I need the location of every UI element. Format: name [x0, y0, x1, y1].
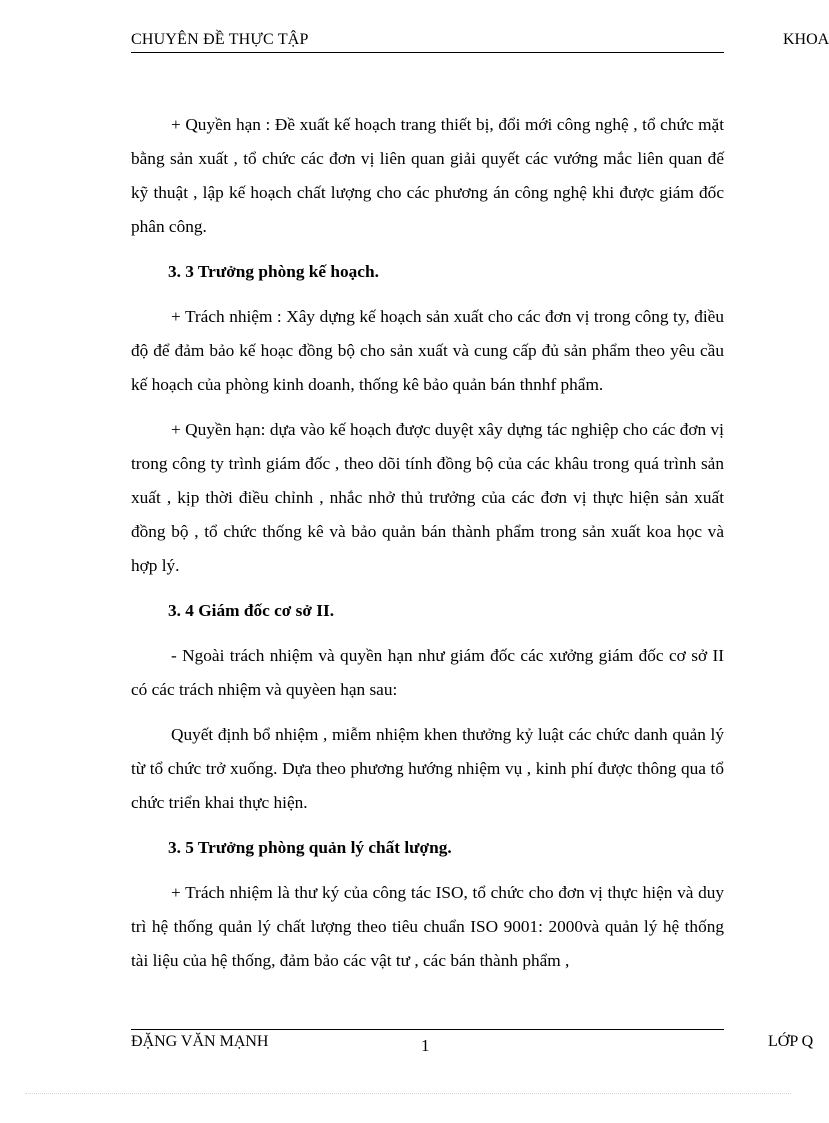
page-number: 1 [421, 1036, 430, 1055]
header-rule [131, 52, 724, 53]
paragraph-responsibility-3-5: + Trách nhiệm là thư ký của công tác ISO, tổ chức cho đơn vị thực hiện và duy trì hệ thống quản lý chất lượng theo tiêu chuẩn ISO 9001: 2000và quản lý hệ thống tài liệu của hệ thống, đảm bảo các vật tư , các bán thành phẩm , [131, 883, 724, 970]
header-title: CHUYÊN ĐỀ THỰC TẬP [131, 31, 309, 48]
paragraph-authority-3-3: + Quyền hạn: dựa vào kế hoạch được duyệt xây dựng tác nghiệp cho các đơn vị trong công ty trình giám đốc , theo dõi tính đồng bộ của các khâu trong quá trình sản xuất , kịp thời điều chỉnh , nhắc nhở thủ trưởng của các đơn vị thực hiện sản xuất đồng bộ , tổ chức thống kê và bảo quản bán thành phẩm trong sản xuất koa học và hợp lý. [131, 420, 724, 575]
paragraph-responsibility-3-3: + Trách nhiệm : Xây dựng kế hoạch sản xuất cho các đơn vị trong công ty, điều độ để đảm bảo kế hoạc đồng bộ cho sản xuất và cung cấp đủ sản phẩm theo yêu cầu kế hoạch của phòng kinh doanh, thống kê bảo quản bán thnhf phẩm. [131, 307, 724, 394]
header-faculty: KHOA [783, 31, 829, 48]
paragraph-decision-3-4: Quyết định bổ nhiệm , miễm nhiệm khen thưởng kỷ luật các chức danh quản lý từ tổ chức trở xuống. Dựa theo phương hướng nhiệm vụ , kinh phí được thông qua tổ chức triển khai thực hiện. [131, 725, 724, 812]
footer-class: LỚP Q [768, 1033, 814, 1050]
footer-rule [131, 1029, 724, 1030]
page-bottom-edge [25, 1093, 791, 1094]
section-heading-3-5: 3. 5 Trưởng phòng quản lý chất lượng. [168, 838, 452, 857]
section-heading-3-4: 3. 4 Giám đốc cơ sở II. [168, 601, 335, 620]
document-body [131, 108, 724, 989]
paragraph-authority-1: + Quyền hạn : Đề xuất kế hoạch trang thiết bị, đổi mới công nghệ , tổ chức mặt bằng sản xuất , tổ chức các đơn vị liên quan giải quyết các vướng mắc liên quan đế kỹ thuật , lập kế hoạch chất lượng cho các phương án công nghệ khi được giám đốc phân công. [131, 115, 724, 236]
paragraph-intro-3-4: - Ngoài trách nhiệm và quyền hạn như giám đốc các xưởng giám đốc cơ sở II có các trách nhiệm và quyèen hạn sau: [131, 646, 724, 699]
section-heading-3-3: 3. 3 Trưởng phòng kế hoạch. [168, 262, 379, 281]
footer-author: ĐẶNG VĂN MẠNH [131, 1033, 269, 1050]
